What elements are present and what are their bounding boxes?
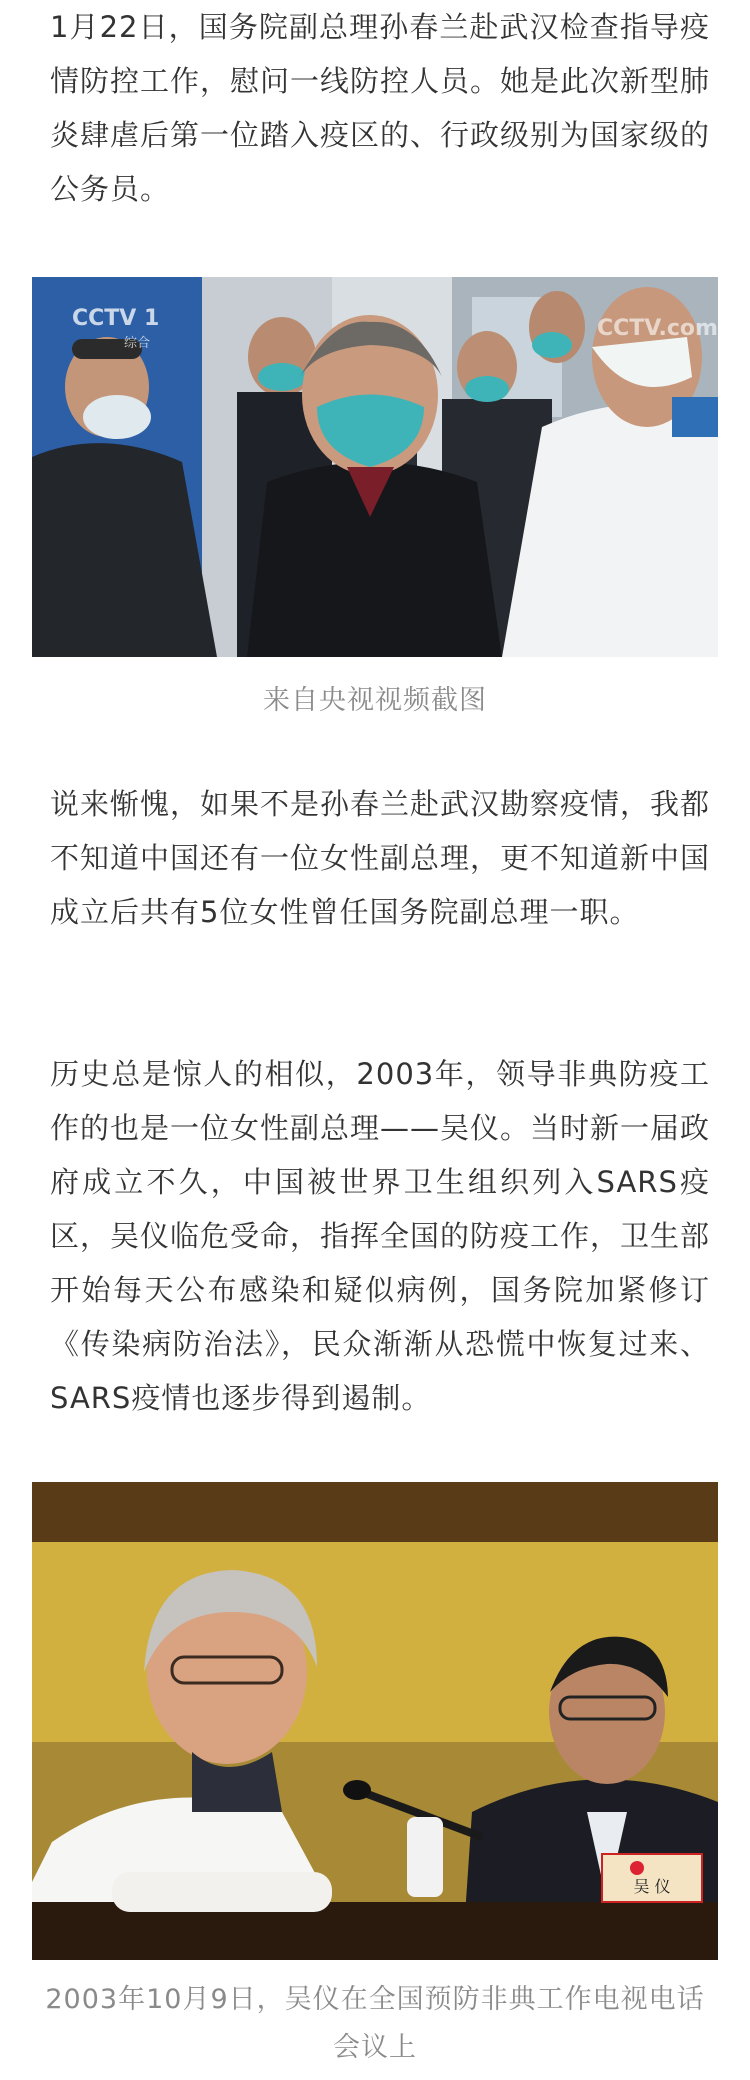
cctv-com-logo xyxy=(597,316,718,341)
wu-yi-meeting-photo xyxy=(32,1482,718,1960)
article-paragraph-3: 历史总是惊人的相似，2003年，领导非典防疫工作的也是一位女性副总理——吴仪。当时新一届政府成立不久，中国被世界卫生组织列入SARS疫区，吴仪临危受命，指挥全国的防疫工作，卫生部开始每天公布感染和疑似病例，国务院加紧修订《传染病防治法》，民众渐渐从恐慌中恢复过来、SARS疫情也逐步得到遏制。 xyxy=(50,1057,711,1415)
article-paragraph-2: 说来惭愧，如果不是孙春兰赴武汉勘察疫情，我都不知道中国还有一位女性副总理，更不知道新中国成立后共有5位女性曾任国务院副总理一职。 xyxy=(50,787,711,929)
cctv-video-screenshot xyxy=(32,277,718,657)
article-paragraph-1: 1月22日，国务院副总理孙春兰赴武汉检查指导疫情防控工作，慰问一线防控人员。她是此次新型肺炎肆虐后第一位踏入疫区的、行政级别为国家级的公务员。 xyxy=(50,10,711,206)
svg-text:CCTV 1: CCTV 1 xyxy=(72,306,160,331)
caption-2: 2003年10月9日，吴仪在全国预防非典工作电视电话会议上 xyxy=(45,1984,705,2063)
caption-1: 来自央视视频截图 xyxy=(263,685,487,716)
svg-text:综合: 综合 xyxy=(124,336,151,351)
svg-text:吴 仪: 吴 仪 xyxy=(633,1877,671,1896)
nameplate xyxy=(602,1854,702,1902)
svg-text:CCTV.com: CCTV.com xyxy=(597,316,718,341)
